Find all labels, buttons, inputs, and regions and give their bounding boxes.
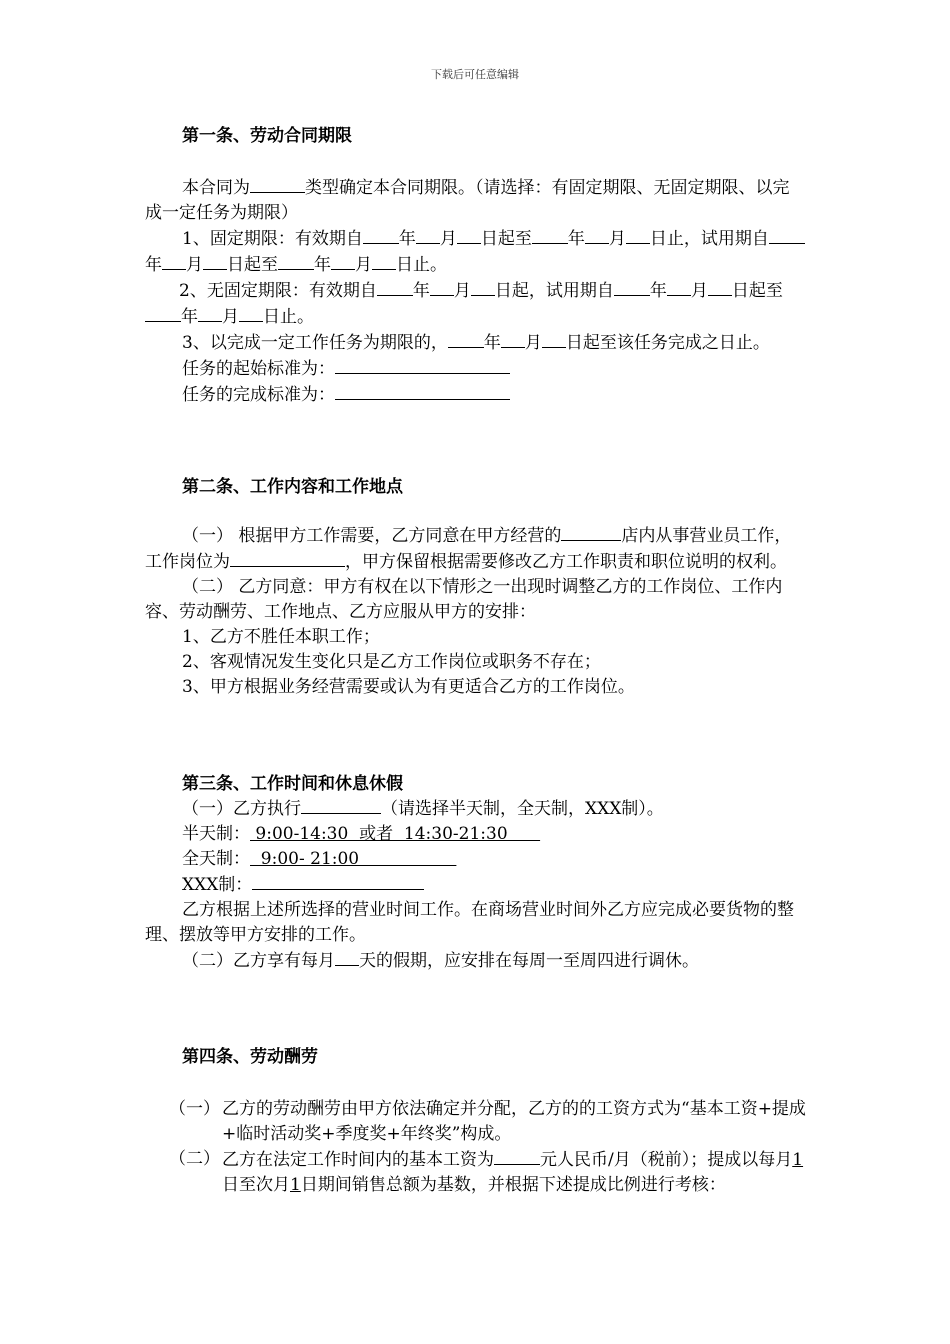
half-day-hours: 9:00-14:30 或者 14:30-21:30 bbox=[250, 824, 541, 844]
schedule-blank[interactable] bbox=[301, 796, 381, 814]
task-end-standard: 任务的完成标准为： bbox=[145, 382, 805, 408]
section-1 bbox=[145, 124, 805, 148]
holiday-days-blank[interactable] bbox=[335, 948, 359, 966]
section-2-body bbox=[145, 523, 805, 700]
half-day-line: 半天制： 9:00-14:30 或者 14:30-21:30 bbox=[182, 824, 541, 844]
work-hours-paragraph: 乙方根据上述所选择的营业时间工作。在商场营业时间外乙方应完成必要货物的整理、摆放等甲方安排的工作。 bbox=[145, 900, 794, 945]
store-blank[interactable] bbox=[561, 523, 621, 541]
task-end-blank[interactable] bbox=[335, 382, 510, 400]
full-day-hours: 9:00- 21:00 bbox=[250, 849, 457, 869]
section-2 bbox=[145, 475, 805, 499]
position-blank[interactable] bbox=[230, 549, 345, 567]
section-1-body bbox=[145, 175, 805, 408]
contract-type-paragraph: 本合同为 类型确定本合同期限。（请选择：有固定期限、无固定期限、以完成一定任务为期限） bbox=[145, 175, 805, 226]
open-term-paragraph: 2、无固定期限：有效期自 年 月 日起，试用期自 年 月 日起至年 月 日止。 bbox=[145, 278, 805, 330]
section-2-title: 第二条、工作内容和工作地点 bbox=[182, 477, 403, 497]
section-1-title: 第一条、劳动合同期限 bbox=[182, 126, 352, 146]
section-4 bbox=[145, 1045, 805, 1069]
adjustment-paragraph: （二） 乙方同意：甲方有权在以下情形之一出现时调整乙方的工作岗位、工作内容、劳动酬劳、工作地点、乙方应服从甲方的安排： bbox=[145, 577, 783, 622]
xxx-line: XXX制： bbox=[145, 872, 805, 898]
section-3 bbox=[145, 772, 805, 796]
task-term-paragraph: 3、以完成一定工作任务为期限的， 年 月 日起至该任务完成之日止。 bbox=[145, 330, 805, 356]
section-4-title: 第四条、劳动酬劳 bbox=[182, 1047, 318, 1067]
adjust-item-2: 2、客观情况发生变化只是乙方工作岗位或职务不存在； bbox=[182, 652, 601, 672]
pay-clause-2: （二） 乙方在法定工作时间内的基本工资为 元人民币/月（税前）；提成以每月1日至次月1日期间销售总额为基数，并根据下述提成比例进行考核： bbox=[169, 1149, 804, 1195]
schedule-choice-paragraph: （一）乙方执行 （请选择半天制，全天制，XXX制）。 bbox=[145, 796, 805, 822]
work-content-paragraph: （一） 根据甲方工作需要，乙方同意在甲方经营的 店内从事营业员工作，工作岗位为 ，甲方保留根据需要修改乙方工作职责和职位说明的权利。 bbox=[145, 523, 805, 575]
contract-type-blank[interactable] bbox=[250, 175, 305, 193]
task-start-blank[interactable] bbox=[335, 356, 510, 374]
download-note: 下载后可任意编辑 bbox=[431, 68, 519, 81]
section-3-body bbox=[145, 796, 805, 974]
fixed-term-paragraph: 1、固定期限：有效期自 年 月 日起至 年 月 日止，试用期自年 月 日起至 年 月 日止。 bbox=[145, 226, 805, 278]
pay-clause-1: （一） 乙方的劳动酬劳由甲方依法确定并分配，乙方的的工资方式为“基本工资+提成+临时活动奖+季度奖+年终奖”构成。 bbox=[169, 1099, 806, 1144]
full-day-line: 全天制： 9:00- 21:00 bbox=[182, 849, 457, 869]
base-salary-blank[interactable] bbox=[494, 1147, 540, 1165]
xxx-blank[interactable] bbox=[252, 872, 424, 890]
section-4-body bbox=[145, 1097, 810, 1198]
task-start-standard: 任务的起始标准为： bbox=[145, 356, 805, 382]
adjust-item-1: 1、乙方不胜任本职工作； bbox=[182, 627, 380, 647]
adjust-item-3: 3、甲方根据业务经营需要或认为有更适合乙方的工作岗位。 bbox=[182, 677, 635, 697]
section-3-title: 第三条、工作时间和休息休假 bbox=[182, 774, 403, 794]
holiday-paragraph: （二）乙方享有每月 天的假期，应安排在每周一至周四进行调休。 bbox=[145, 948, 805, 974]
